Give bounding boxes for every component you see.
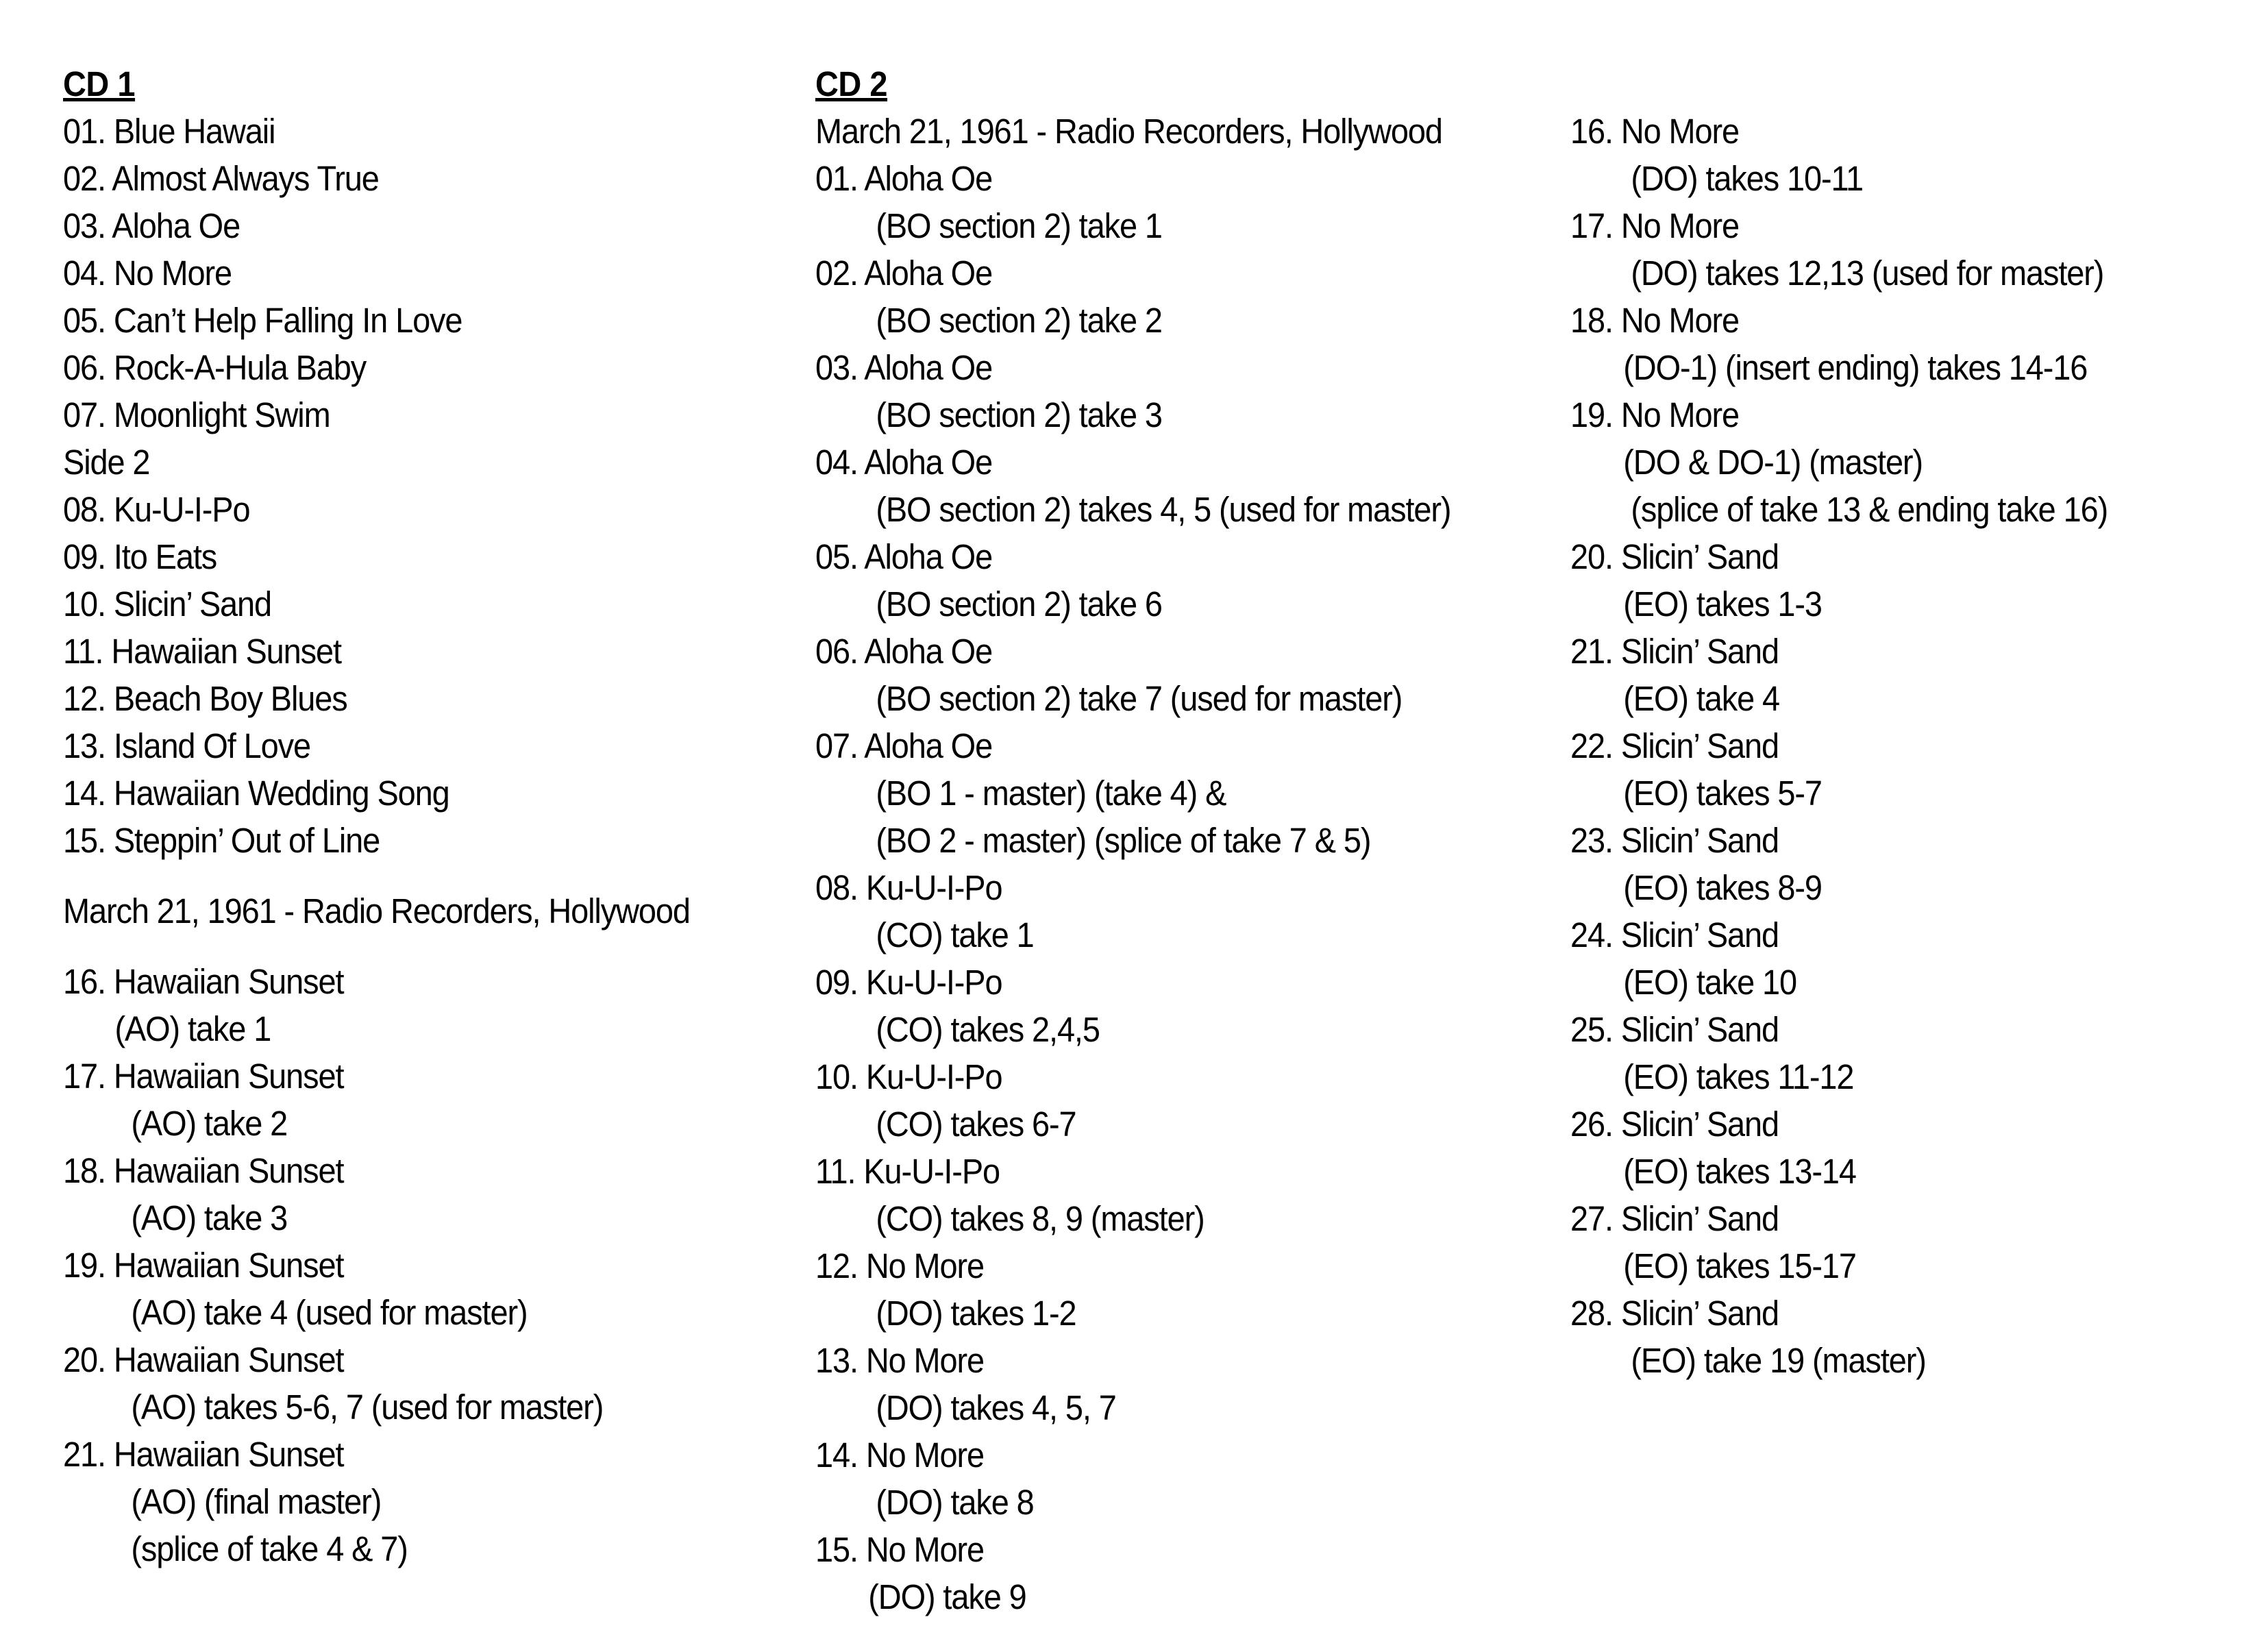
cd2-track-detail: (DO) takes 10-11 <box>1631 159 1864 198</box>
cd1-outtake-detail: (AO) (final master) <box>131 1482 382 1521</box>
cd2-track-detail: (EO) takes 11-12 <box>1623 1057 1854 1096</box>
cd2-track-title: 03. Aloha Oe <box>815 348 993 387</box>
cd1-outtake-title: 19. Hawaiian Sunset <box>63 1246 344 1285</box>
cd2-track-title: 23. Slicin’ Sand <box>1570 821 1779 860</box>
cd2-track-detail: (BO 1 - master) (take 4) & <box>876 774 1226 813</box>
cd2-track-detail: (BO section 2) take 1 <box>876 206 1162 245</box>
cd2-track-detail: (DO & DO-1) (master) <box>1623 443 1923 482</box>
cd1-outtake-title: 18. Hawaiian Sunset <box>63 1151 344 1190</box>
cd2-track-detail: (BO section 2) take 2 <box>876 301 1162 340</box>
cd2-track-title: 15. No More <box>815 1530 985 1569</box>
cd2-track-title: 16. No More <box>1570 112 1740 151</box>
cd2-track-detail: (BO section 2) take 7 (used for master) <box>876 679 1403 718</box>
cd2-track-title: 10. Ku-U-I-Po <box>815 1057 1002 1096</box>
cd2-track-title: 02. Aloha Oe <box>815 254 993 293</box>
cd2-track-title: 21. Slicin’ Sand <box>1570 632 1779 671</box>
cd1-outtake-detail: (AO) take 4 (used for master) <box>131 1293 528 1332</box>
cd2-track-title: 26. Slicin’ Sand <box>1570 1105 1779 1144</box>
cd2-track-title: 08. Ku-U-I-Po <box>815 868 1002 907</box>
cd2-track-title: 27. Slicin’ Sand <box>1570 1199 1779 1238</box>
cd2-track-title: 24. Slicin’ Sand <box>1570 915 1779 954</box>
cd2-track-detail: (EO) take 10 <box>1623 963 1797 1002</box>
cd1-track: 09. Ito Eats <box>63 537 217 576</box>
cd1-heading: CD 1 <box>63 64 136 103</box>
cd1-outtake-title: 20. Hawaiian Sunset <box>63 1340 344 1379</box>
cd2-track-detail: (EO) take 19 (master) <box>1631 1341 1926 1380</box>
cd2-track-detail: (BO section 2) takes 4, 5 (used for master) <box>876 490 1451 529</box>
cd2-track-title: 28. Slicin’ Sand <box>1570 1294 1779 1333</box>
cd1-track: 04. No More <box>63 254 232 293</box>
cd2-track-detail: (BO section 2) take 3 <box>876 395 1162 434</box>
cd2-heading: CD 2 <box>815 64 888 103</box>
cd1-track: 10. Slicin’ Sand <box>63 584 272 624</box>
cd1-track: 07. Moonlight Swim <box>63 395 330 434</box>
cd2-track-title: 06. Aloha Oe <box>815 632 993 671</box>
cd2-track-detail: (EO) takes 1-3 <box>1623 584 1822 624</box>
cd1-outtake-detail: (AO) take 1 <box>114 1009 271 1048</box>
cd2-track-detail: (splice of take 13 & ending take 16) <box>1631 490 2108 529</box>
cd1-track: 02. Almost Always True <box>63 159 379 198</box>
cd1-outtake-detail: (AO) takes 5-6, 7 (used for master) <box>131 1388 604 1427</box>
cd1-track: 03. Aloha Oe <box>63 206 240 245</box>
cd2-track-title: 19. No More <box>1570 395 1740 434</box>
cd1-column <box>63 60 776 1573</box>
cd2-track-detail: (CO) takes 2,4,5 <box>876 1010 1100 1049</box>
cd2-track-detail: (BO 2 - master) (splice of take 7 & 5) <box>876 821 1371 860</box>
cd2-track-title: 20. Slicin’ Sand <box>1570 537 1779 576</box>
cd1-track: 08. Ku-U-I-Po <box>63 490 250 529</box>
cd2-track-title: 11. Ku-U-I-Po <box>815 1152 1000 1191</box>
cd2-track-detail: (EO) takes 5-7 <box>1623 774 1822 813</box>
cd1-session-heading: March 21, 1961 - Radio Recorders, Hollywood <box>63 891 690 930</box>
cd2-track-detail: (EO) takes 8-9 <box>1623 868 1822 907</box>
cd2-track-title: 17. No More <box>1570 206 1740 245</box>
cd2-track-detail: (DO) takes 1-2 <box>876 1294 1076 1333</box>
cd1-outtake-detail: (splice of take 4 & 7) <box>131 1529 408 1568</box>
cd1-outtake-detail: (AO) take 2 <box>131 1104 288 1143</box>
cd1-outtake-title: 21. Hawaiian Sunset <box>63 1435 344 1474</box>
cd1-track: 13. Island Of Love <box>63 726 310 765</box>
cd2-track-detail: (DO) takes 12,13 (used for master) <box>1631 254 2104 293</box>
cd2-track-title: 01. Aloha Oe <box>815 159 993 198</box>
cd2-column-right <box>1570 108 2242 1384</box>
cd2-track-detail: (CO) takes 6-7 <box>876 1105 1076 1144</box>
cd2-track-title: 14. No More <box>815 1435 985 1475</box>
cd2-track-title: 09. Ku-U-I-Po <box>815 963 1002 1002</box>
cd1-track: 11. Hawaiian Sunset <box>63 632 341 671</box>
cd2-track-title: 22. Slicin’ Sand <box>1570 726 1779 765</box>
cd2-track-detail: (CO) takes 8, 9 (master) <box>876 1199 1204 1238</box>
cd1-track: 05. Can’t Help Falling In Love <box>63 301 462 340</box>
cd2-track-title: 04. Aloha Oe <box>815 443 993 482</box>
cd2-track-title: 18. No More <box>1570 301 1740 340</box>
cd2-column-left <box>815 60 1535 1620</box>
cd2-track-detail: (CO) take 1 <box>876 915 1034 954</box>
cd1-outtake-title: 16. Hawaiian Sunset <box>63 962 344 1001</box>
cd2-track-title: 25. Slicin’ Sand <box>1570 1010 1779 1049</box>
cd2-track-detail: (DO) take 8 <box>876 1483 1034 1522</box>
cd2-track-title: 13. No More <box>815 1341 985 1380</box>
cd2-session-heading: March 21, 1961 - Radio Recorders, Hollywood <box>815 112 1442 151</box>
cd2-track-detail: (EO) takes 13-14 <box>1623 1152 1856 1191</box>
cd2-track-title: 05. Aloha Oe <box>815 537 993 576</box>
cd1-track: 01. Blue Hawaii <box>63 112 275 151</box>
cd1-track: 06. Rock-A-Hula Baby <box>63 348 367 387</box>
cd2-track-detail: (BO section 2) take 6 <box>876 584 1162 624</box>
cd2-track-detail: (DO) takes 4, 5, 7 <box>876 1388 1116 1427</box>
cd1-outtake-detail: (AO) take 3 <box>131 1198 288 1237</box>
cd2-track-title: 12. No More <box>815 1246 985 1285</box>
cd2-track-detail: (EO) take 4 <box>1623 679 1780 718</box>
cd2-track-detail: (DO) take 9 <box>868 1577 1026 1616</box>
cd2-track-title: 07. Aloha Oe <box>815 726 993 765</box>
cd1-side-label: Side 2 <box>63 443 150 482</box>
cd1-outtake-title: 17. Hawaiian Sunset <box>63 1057 344 1096</box>
cd2-track-detail: (EO) takes 15-17 <box>1623 1246 1856 1285</box>
cd1-track: 15. Steppin’ Out of Line <box>63 821 380 860</box>
cd1-track: 12. Beach Boy Blues <box>63 679 347 718</box>
cd1-track: 14. Hawaiian Wedding Song <box>63 774 449 813</box>
cd2-track-detail: (DO-1) (insert ending) takes 14-16 <box>1623 348 2088 387</box>
